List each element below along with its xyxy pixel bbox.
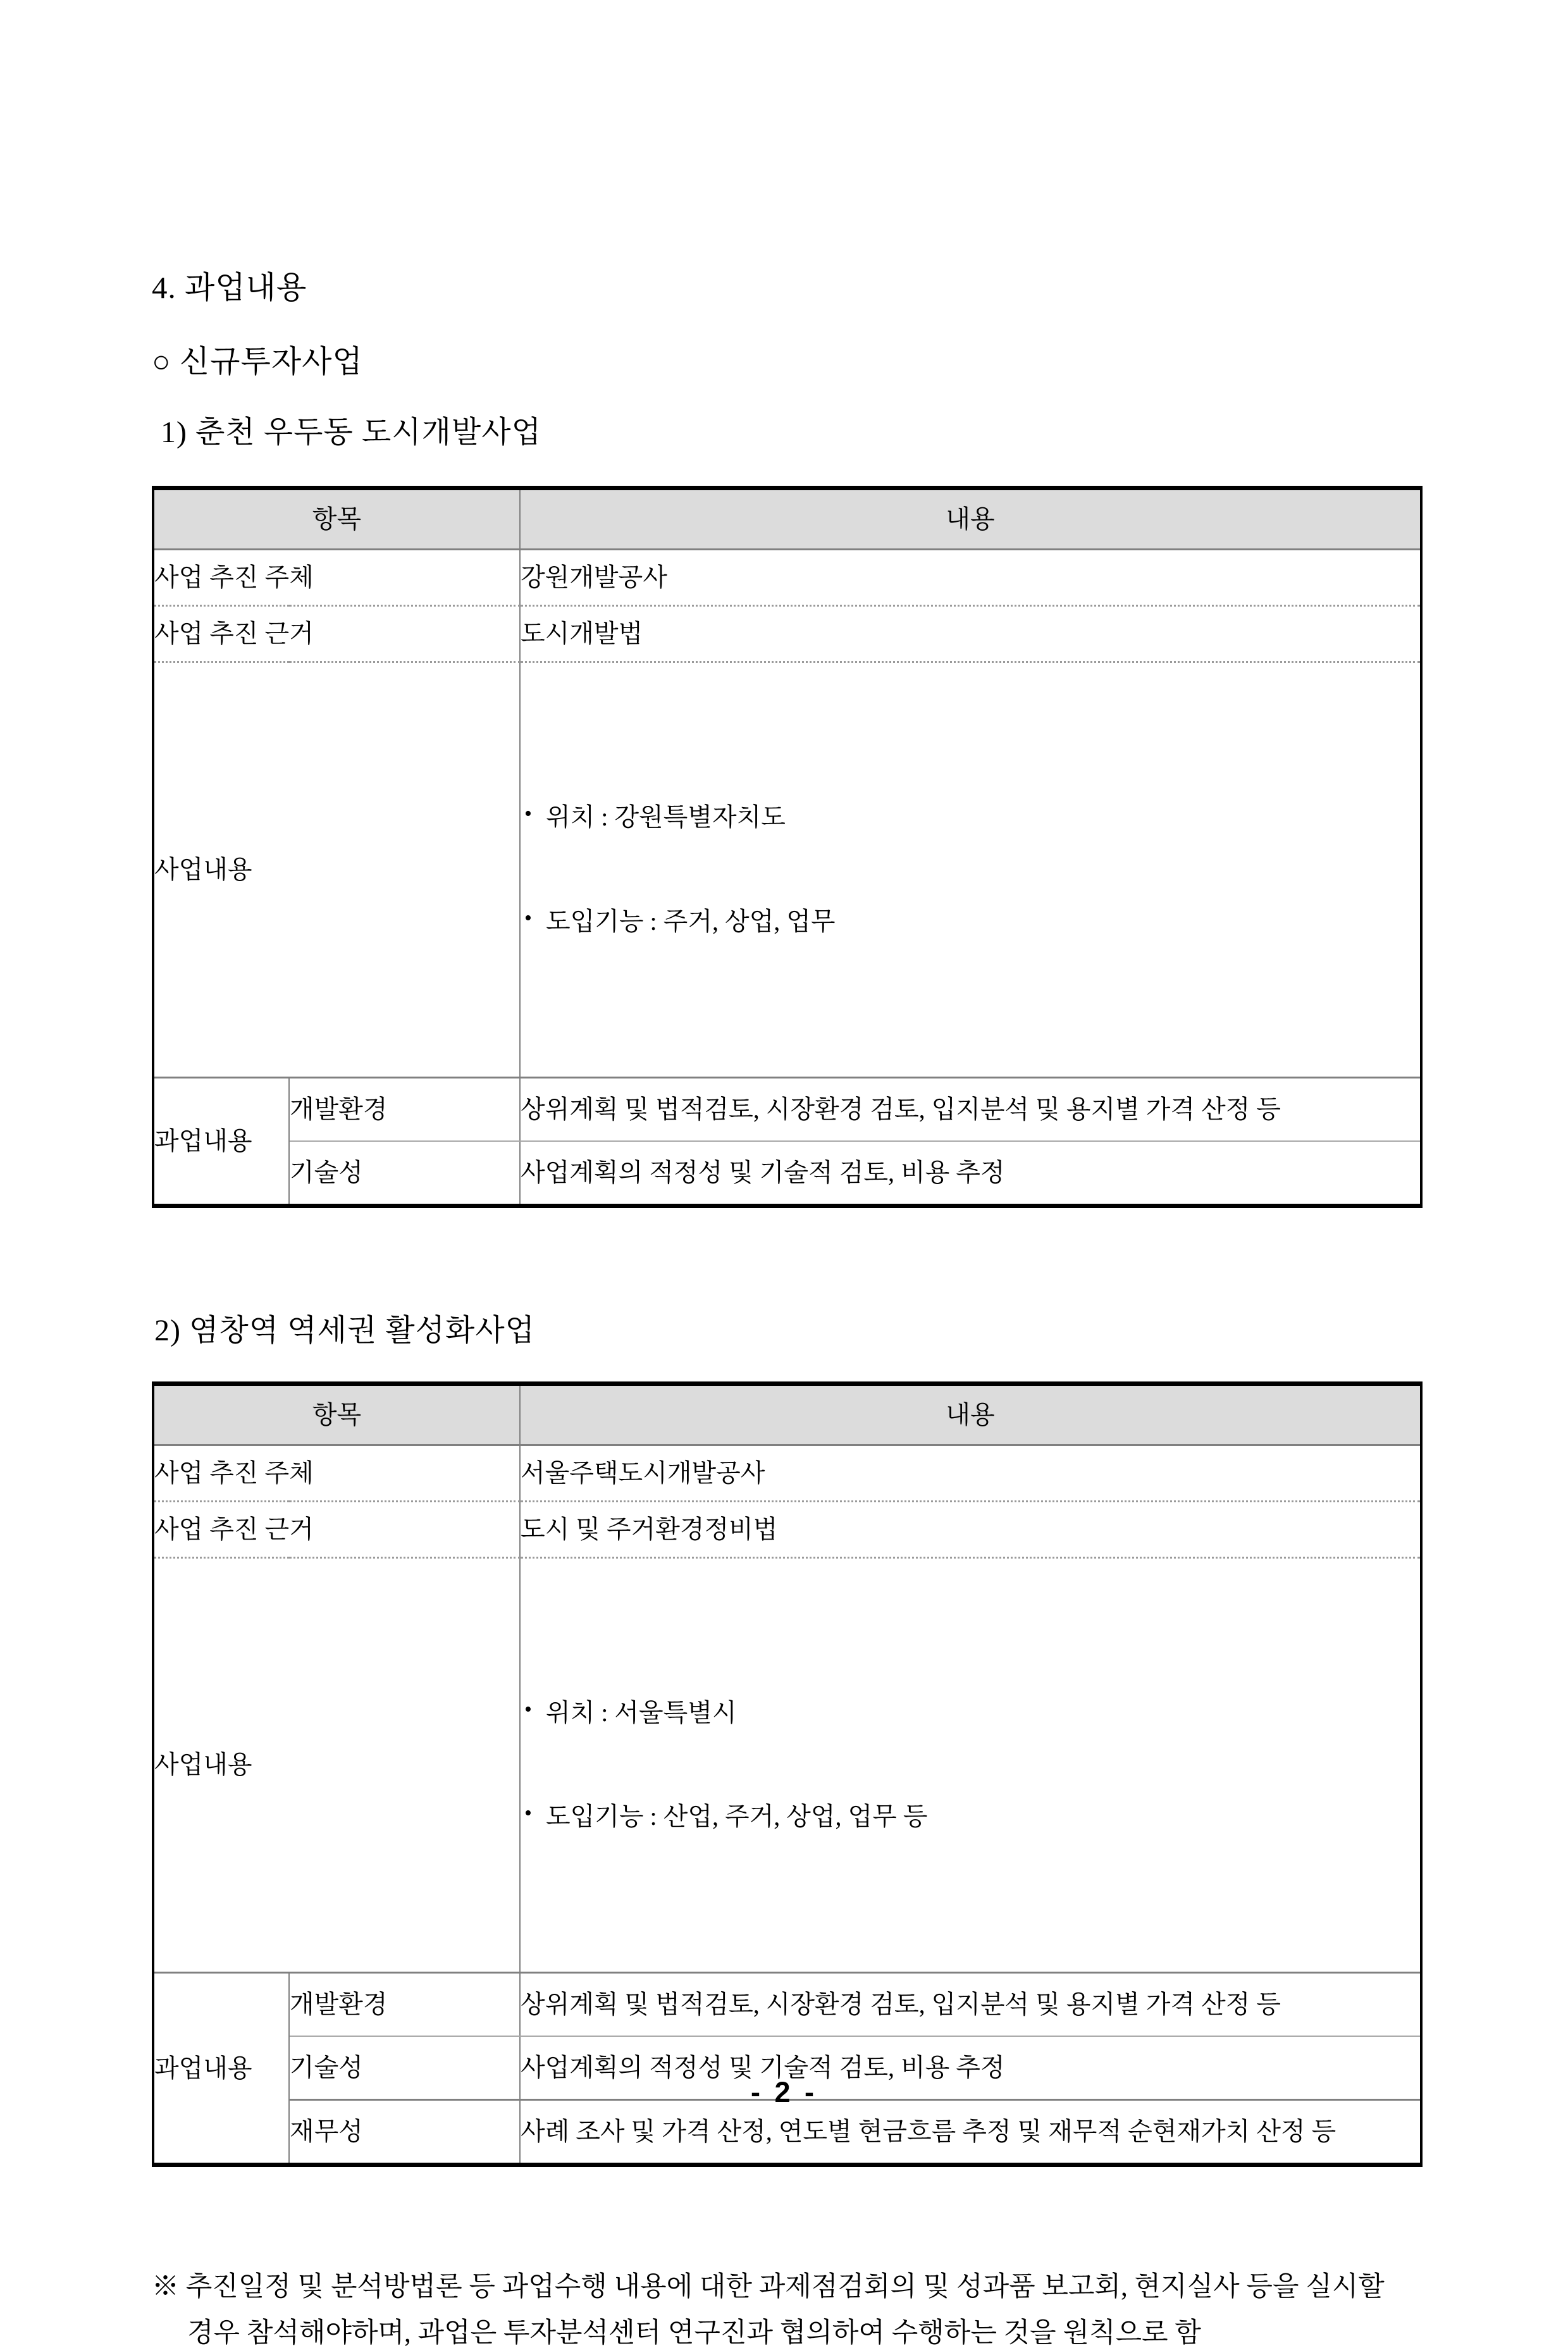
bullet-list bbox=[521, 1627, 1420, 1904]
table-row bbox=[153, 1141, 1421, 1206]
bullet-list bbox=[521, 731, 1420, 1008]
group-label: 과업내용 bbox=[153, 1077, 289, 1206]
row-label: 사업내용 bbox=[153, 1557, 520, 1973]
sub-row-label: 개발환경 bbox=[289, 1973, 520, 2037]
row-value: 도시 및 주거환경정비법 bbox=[520, 1501, 1421, 1557]
table-header-row bbox=[153, 488, 1421, 550]
section-spacer bbox=[152, 1208, 1420, 1316]
table-header-content: 내용 bbox=[520, 488, 1421, 550]
table-row bbox=[153, 606, 1421, 662]
row-value: 도시개발법 bbox=[520, 606, 1421, 662]
page-number: - 2 - bbox=[750, 2076, 817, 2108]
table-row bbox=[153, 1501, 1421, 1557]
footnote bbox=[152, 2273, 1420, 2347]
sub-row-value: 사례 조사 및 가격 산정, 연도별 현금흐름 추정 및 재무적 순현재가치 산정 등 bbox=[521, 2117, 1337, 2146]
bullet-item: • 위치 : 서울특별시 bbox=[521, 1695, 1420, 1731]
project-1-heading: 1) 춘천 우두동 도시개발사업 bbox=[161, 416, 542, 449]
sub-row-value: 상위계획 및 법적검토, 시장환경 검토, 입지분석 및 용지별 가격 산정 등 bbox=[520, 1973, 1421, 2037]
footnote-line-2: 경우 참석해야하며, 과업은 투자분석센터 연구진과 협의하여 수행하는 것을 원칙으로 함 bbox=[187, 2318, 1201, 2348]
page-content bbox=[152, 272, 1420, 2347]
table-row bbox=[153, 2100, 1421, 2165]
table-row bbox=[153, 1557, 1421, 1973]
subsection-heading: ○ 신규투자사업 bbox=[152, 344, 363, 379]
table-header-row bbox=[153, 1383, 1421, 1445]
footnote-line-1: ※ 추진일정 및 분석방법론 등 과업수행 내용에 대한 과제점검회의 및 성과품 보고회, 현지실사 등을 실시할 bbox=[152, 2272, 1385, 2302]
row-label: 사업 추진 주체 bbox=[153, 1445, 520, 1501]
row-label: 사업 추진 주체 bbox=[153, 550, 520, 606]
table-row bbox=[153, 1077, 1421, 1141]
table-row bbox=[153, 662, 1421, 1078]
project-2-table bbox=[152, 1381, 1423, 2168]
table-header-item: 항목 bbox=[153, 1383, 520, 1445]
bullet-item: • 도입기능 : 산업, 주거, 상업, 업무 등 bbox=[521, 1799, 1420, 1835]
sub-row-value: 사업계획의 적정성 및 기술적 검토, 비용 추정 bbox=[521, 1158, 1005, 1187]
bullet-item: • 위치 : 강원특별자치도 bbox=[521, 800, 1420, 836]
row-label: 사업 추진 근거 bbox=[153, 1501, 520, 1557]
bullet-item: • 도입기능 : 주거, 상업, 업무 bbox=[521, 904, 1420, 940]
row-value-bullets bbox=[520, 662, 1421, 1078]
sub-row-label: 재무성 bbox=[289, 2100, 520, 2165]
table-row bbox=[153, 1973, 1421, 2037]
sub-row-label: 기술성 bbox=[289, 2036, 520, 2100]
table-row bbox=[153, 1445, 1421, 1501]
group-label: 과업내용 bbox=[153, 1973, 289, 2165]
row-value: 강원개발공사 bbox=[520, 550, 1421, 606]
sub-row-value: 사업계획의 적정성 및 기술적 검토, 비용 추정 bbox=[520, 2036, 1421, 2100]
table-header-content: 내용 bbox=[520, 1383, 1421, 1445]
project-1-table bbox=[152, 486, 1423, 1208]
sub-row-label: 개발환경 bbox=[289, 1077, 520, 1141]
sub-row-value: 상위계획 및 법적검토, 시장환경 검토, 입지분석 및 용지별 가격 산정 등 bbox=[520, 1077, 1421, 1141]
row-label: 사업내용 bbox=[153, 662, 520, 1078]
section-heading: 4. 과업내용 bbox=[152, 270, 307, 305]
row-value: 서울주택도시개발공사 bbox=[520, 1445, 1421, 1501]
table-row bbox=[153, 550, 1421, 606]
project-2-heading: 2) 염창역 역세권 활성화사업 bbox=[154, 1313, 536, 1347]
sub-row-label: 기술성 bbox=[289, 1141, 520, 1206]
table-header-item: 항목 bbox=[153, 488, 520, 550]
row-label: 사업 추진 근거 bbox=[153, 606, 520, 662]
heading-table-spacer bbox=[152, 1346, 1420, 1381]
row-value-bullets bbox=[520, 1557, 1421, 1973]
